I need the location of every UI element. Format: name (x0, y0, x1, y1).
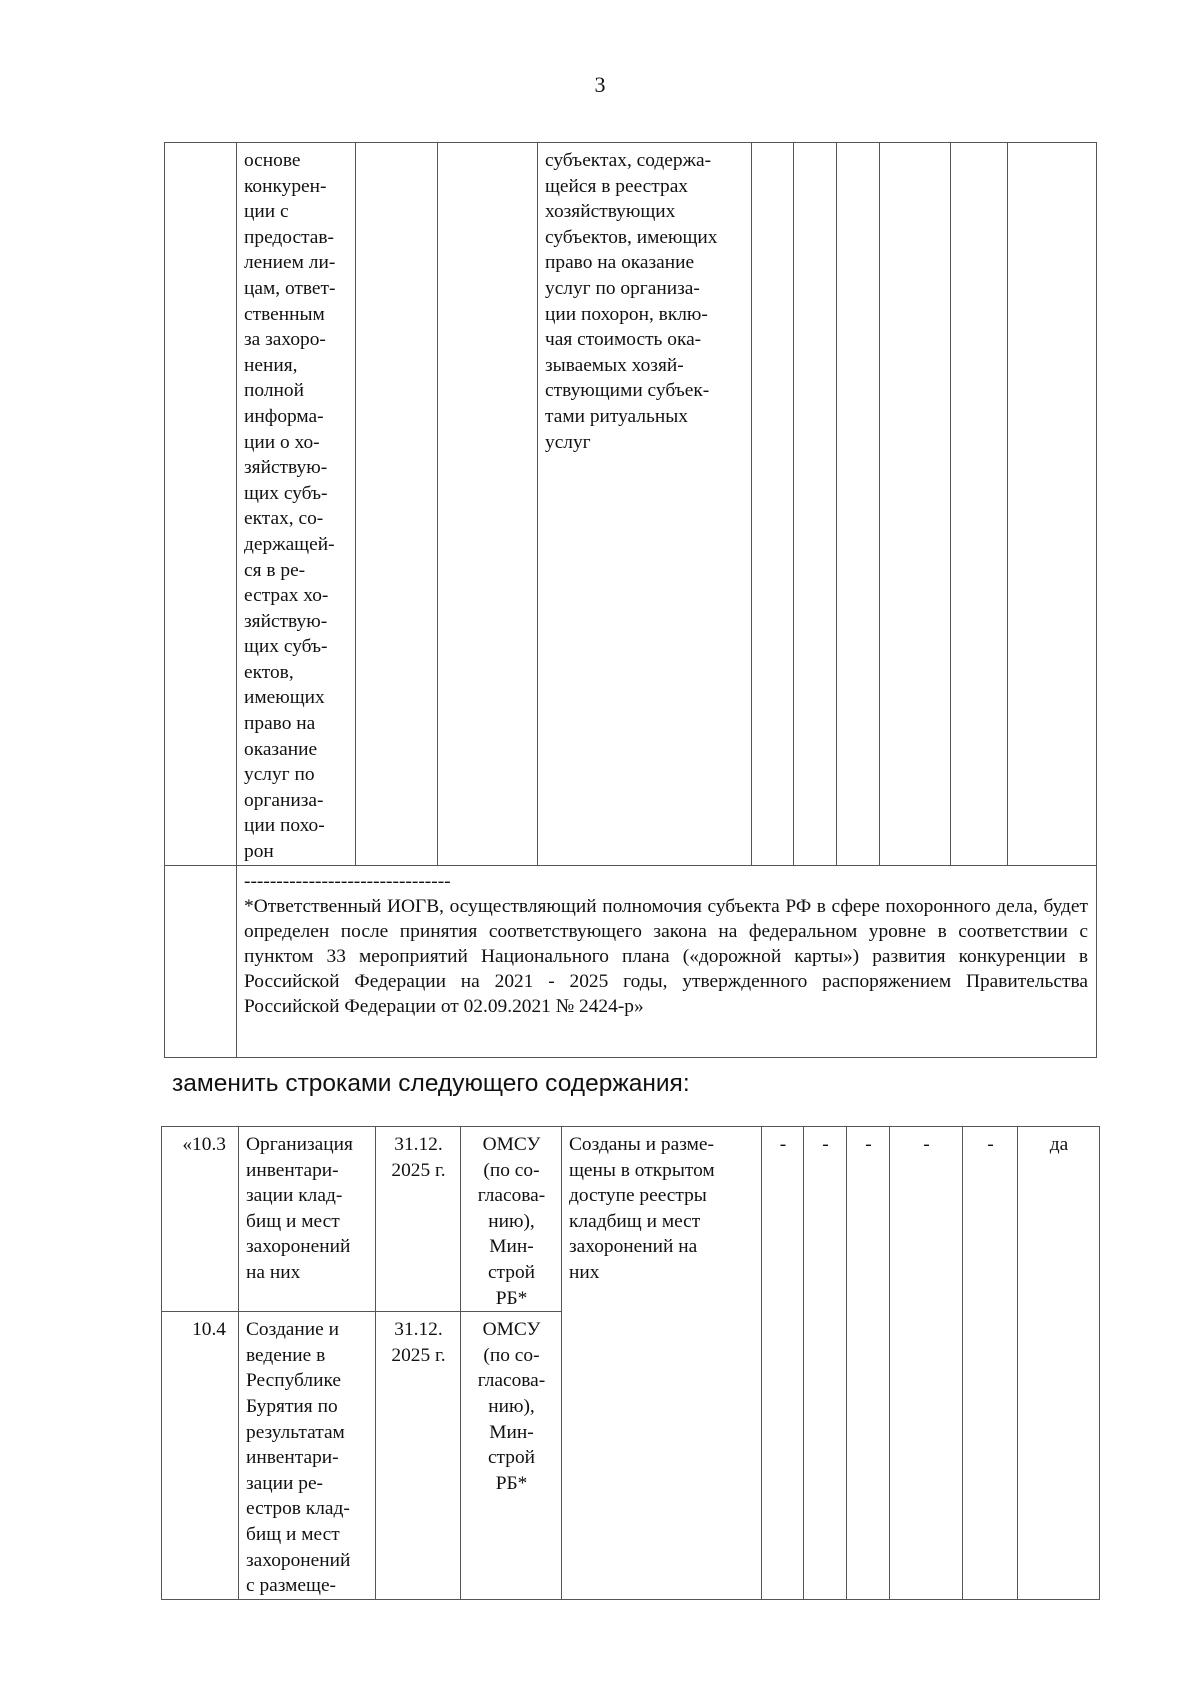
cell-value: - (890, 1127, 963, 1600)
cell-number (165, 143, 237, 866)
cell-value: - (762, 1127, 804, 1600)
footnote-cell (237, 865, 1097, 1057)
cell-value (752, 143, 794, 866)
previous-rows-table (164, 142, 1097, 1058)
cell-value (1008, 143, 1097, 866)
replace-heading: заменить строками следующего содержания: (172, 1070, 690, 1097)
cell-value-last: да (1018, 1127, 1100, 1600)
cell-value: - (847, 1127, 890, 1600)
footnote-text: *Ответственный ИОГВ, осуществляющий полномочия субъекта РФ в сфере похоронного дела, будет определен после принятия соответствующего закона на федеральном уровне в соответствии с пунктом 33 мероприятий Национального плана («дорожной карты») развития конкуренции в Российской Федерации на 2021 - 2025 годы, утвержденного распоряжением Правительства Российской Федерации от 02.09.2021 № 2424-р» (244, 895, 1088, 1017)
cell-result: субъектах, содержа- щейся в реестрах хозяйствующих субъектов, имеющих право на оказание услуг по организа- ции похорон, вклю- чая стоимость ока- зываемых хозяй- ствующими субъек- тами ритуальных услуг (538, 143, 752, 866)
footnote-separator: -------------------------------- (244, 870, 451, 892)
cell-value (837, 143, 880, 866)
cell-value (951, 143, 1008, 866)
cell-activity: Организация инвентари- зации клад- бищ и мест захоронений на них (239, 1127, 376, 1312)
cell-activity: Создание и ведение в Республике Бурятия по результатам инвентари- зации ре- естров клад- бищ и мест захоронений с размеще- (239, 1312, 376, 1600)
page-number: 3 (594, 72, 606, 97)
cell-value: - (963, 1127, 1018, 1600)
cell-deadline: 31.12. 2025 г. (376, 1127, 461, 1312)
replacement-rows-table (161, 1126, 1100, 1600)
cell-value (880, 143, 951, 866)
cell-responsible: ОМСУ (по со- гласова- нию), Мин- строй РБ* (461, 1312, 562, 1600)
cell-number: 10.4 (162, 1312, 239, 1600)
cell-number (165, 865, 237, 1057)
cell-activity: основе конкурен- ции с предостав- лением ли- цам, ответ- ственным за захоро- нения, полной информа- ции о хо- зяйствую- щих субъ- ектах, со- держащей- ся в ре- естрах хо- зяйствую- щих субъ- ектов, имеющих право на оказание услуг по организа- ции похо- рон (237, 143, 356, 866)
cell-deadline: 31.12. 2025 г. (376, 1312, 461, 1600)
cell-responsible: ОМСУ (по со- гласова- нию), Мин- строй РБ* (461, 1127, 562, 1312)
cell-value (794, 143, 837, 866)
cell-number: «10.3 (162, 1127, 239, 1312)
cell-value: - (804, 1127, 847, 1600)
table-row (165, 143, 1097, 866)
table-row (165, 865, 1097, 1057)
table-row (162, 1127, 1100, 1312)
cell-deadline (356, 143, 438, 866)
cell-result: Созданы и разме- щены в открытом доступе реестры кладбищ и мест захоронений на них (562, 1127, 762, 1600)
cell-responsible (438, 143, 538, 866)
